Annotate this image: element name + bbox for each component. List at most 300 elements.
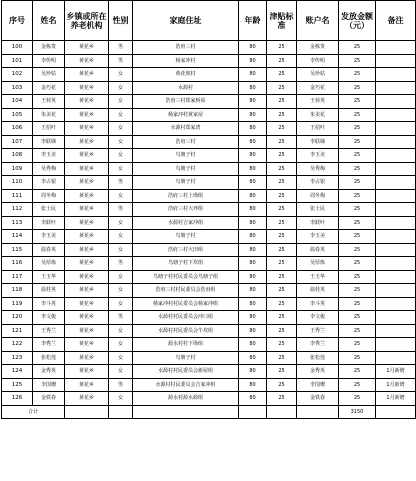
cell-gender: 女 bbox=[109, 351, 133, 365]
cell-account-name: 王招叶 bbox=[297, 122, 339, 136]
cell-allowance-standard: 25 bbox=[267, 338, 297, 352]
cell-account-name: 李玉美 bbox=[297, 230, 339, 244]
header-index: 序号 bbox=[2, 1, 33, 41]
cell-age: 80 bbox=[239, 297, 267, 311]
cell-amount: 25 bbox=[339, 270, 376, 284]
cell-township: 黄花乡 bbox=[65, 149, 109, 163]
header-gender: 性别 bbox=[109, 1, 133, 41]
cell-gender: 女 bbox=[109, 81, 133, 95]
cell-amount: 25 bbox=[339, 54, 376, 68]
cell-age: 80 bbox=[239, 203, 267, 217]
cell-age: 80 bbox=[239, 365, 267, 379]
cell-account-name: 李玉美 bbox=[297, 149, 339, 163]
table-row bbox=[2, 351, 416, 365]
table-row bbox=[2, 176, 416, 190]
cell-name: 周冬梅 bbox=[33, 189, 65, 203]
cell-allowance-standard: 25 bbox=[267, 257, 297, 271]
cell-index: 101 bbox=[2, 54, 33, 68]
cell-amount: 25 bbox=[339, 257, 376, 271]
cell-remarks bbox=[376, 95, 416, 109]
cell-remarks: 1月新增 bbox=[376, 378, 416, 392]
total-cell bbox=[109, 405, 133, 418]
cell-allowance-standard: 25 bbox=[267, 54, 297, 68]
cell-name: 金栋贵 bbox=[33, 41, 65, 55]
cell-name: 吴珍姑 bbox=[33, 68, 65, 82]
cell-gender: 男 bbox=[109, 203, 133, 217]
cell-account-name: 李联娣 bbox=[297, 135, 339, 149]
cell-remarks bbox=[376, 324, 416, 338]
cell-address: 水源村村民委员会吉家冲组 bbox=[133, 378, 239, 392]
total-cell bbox=[65, 405, 109, 418]
cell-gender: 女 bbox=[109, 230, 133, 244]
cell-index: 114 bbox=[2, 230, 33, 244]
cell-township: 黄花乡 bbox=[65, 135, 109, 149]
cell-allowance-standard: 25 bbox=[267, 392, 297, 406]
cell-index: 116 bbox=[2, 257, 33, 271]
table-row bbox=[2, 338, 416, 352]
cell-allowance-standard: 25 bbox=[267, 351, 297, 365]
cell-remarks bbox=[376, 311, 416, 325]
cell-age: 80 bbox=[239, 176, 267, 190]
table-row bbox=[2, 203, 416, 217]
cell-account-name: 李传明 bbox=[297, 54, 339, 68]
cell-account-name: 朱美花 bbox=[297, 108, 339, 122]
cell-amount: 25 bbox=[339, 230, 376, 244]
cell-allowance-standard: 25 bbox=[267, 284, 297, 298]
cell-account-name: 金栋贵 bbox=[297, 41, 339, 55]
cell-name: 李传明 bbox=[33, 54, 65, 68]
cell-amount: 25 bbox=[339, 297, 376, 311]
cell-account-name: 温春英 bbox=[297, 243, 339, 257]
cell-index: 117 bbox=[2, 270, 33, 284]
table-row bbox=[2, 392, 416, 406]
cell-age: 80 bbox=[239, 351, 267, 365]
cell-address: 浩府三村 bbox=[133, 41, 239, 55]
cell-account-name: 金巧花 bbox=[297, 81, 339, 95]
cell-name: 吴厚炼 bbox=[33, 257, 65, 271]
cell-account-name: 李秀兰 bbox=[297, 338, 339, 352]
cell-gender: 女 bbox=[109, 108, 133, 122]
cell-index: 105 bbox=[2, 108, 33, 122]
cell-gender: 男 bbox=[109, 378, 133, 392]
cell-name: 温春英 bbox=[33, 243, 65, 257]
table-row bbox=[2, 365, 416, 379]
cell-allowance-standard: 25 bbox=[267, 81, 297, 95]
table-row bbox=[2, 311, 416, 325]
cell-address: 浩府三村郑家桥屋 bbox=[133, 95, 239, 109]
total-cell bbox=[267, 405, 297, 418]
cell-account-name: 王玉华 bbox=[297, 270, 339, 284]
cell-remarks bbox=[376, 149, 416, 163]
cell-amount: 25 bbox=[339, 81, 376, 95]
cell-allowance-standard: 25 bbox=[267, 189, 297, 203]
cell-gender: 女 bbox=[109, 270, 133, 284]
cell-gender: 女 bbox=[109, 68, 133, 82]
cell-age: 80 bbox=[239, 95, 267, 109]
cell-gender: 女 bbox=[109, 243, 133, 257]
cell-age: 80 bbox=[239, 68, 267, 82]
cell-township: 黄花乡 bbox=[65, 270, 109, 284]
cell-township: 黄花乡 bbox=[65, 189, 109, 203]
table-row bbox=[2, 41, 416, 55]
cell-township: 黄花乡 bbox=[65, 243, 109, 257]
header-age: 年龄 bbox=[239, 1, 267, 41]
cell-age: 80 bbox=[239, 230, 267, 244]
cell-address: 水源村 bbox=[133, 81, 239, 95]
table-row bbox=[2, 81, 416, 95]
cell-gender: 女 bbox=[109, 365, 133, 379]
cell-name: 吴秀梅 bbox=[33, 162, 65, 176]
cell-remarks bbox=[376, 351, 416, 365]
cell-name: 李国珊 bbox=[33, 378, 65, 392]
cell-name: 李斗英 bbox=[33, 297, 65, 311]
cell-remarks bbox=[376, 135, 416, 149]
cell-address: 杨家冲村黄家屋 bbox=[133, 108, 239, 122]
total-row bbox=[2, 405, 416, 418]
cell-gender: 男 bbox=[109, 257, 133, 271]
cell-amount: 25 bbox=[339, 68, 376, 82]
cell-township: 黄花乡 bbox=[65, 216, 109, 230]
cell-remarks bbox=[376, 54, 416, 68]
cell-allowance-standard: 25 bbox=[267, 324, 297, 338]
cell-township: 黄花乡 bbox=[65, 392, 109, 406]
cell-name: 王秀兰 bbox=[33, 324, 65, 338]
cell-index: 104 bbox=[2, 95, 33, 109]
cell-allowance-standard: 25 bbox=[267, 95, 297, 109]
cell-allowance-standard: 25 bbox=[267, 203, 297, 217]
cell-township: 黄花乡 bbox=[65, 203, 109, 217]
cell-account-name: 李斗英 bbox=[297, 297, 339, 311]
cell-gender: 女 bbox=[109, 338, 133, 352]
cell-name: 王招叶 bbox=[33, 122, 65, 136]
cell-gender: 女 bbox=[109, 95, 133, 109]
cell-gender: 女 bbox=[109, 392, 133, 406]
cell-allowance-standard: 25 bbox=[267, 176, 297, 190]
table-body bbox=[2, 41, 416, 406]
cell-index: 103 bbox=[2, 81, 33, 95]
cell-account-name: 周冬梅 bbox=[297, 189, 339, 203]
cell-gender: 女 bbox=[109, 284, 133, 298]
cell-gender: 女 bbox=[109, 324, 133, 338]
cell-township: 黄花乡 bbox=[65, 324, 109, 338]
cell-age: 80 bbox=[239, 284, 267, 298]
cell-township: 黄花乡 bbox=[65, 81, 109, 95]
cell-township: 黄花乡 bbox=[65, 365, 109, 379]
cell-amount: 25 bbox=[339, 338, 376, 352]
cell-index: 111 bbox=[2, 189, 33, 203]
cell-gender: 女 bbox=[109, 135, 133, 149]
cell-address: 鸟塘子村 bbox=[133, 230, 239, 244]
cell-account-name: 李跃叶 bbox=[297, 216, 339, 230]
table-row bbox=[2, 270, 416, 284]
cell-gender: 女 bbox=[109, 162, 133, 176]
header-remarks: 备注 bbox=[376, 1, 416, 41]
cell-township: 黄花乡 bbox=[65, 338, 109, 352]
cell-account-name: 吴秀梅 bbox=[297, 162, 339, 176]
cell-amount: 25 bbox=[339, 189, 376, 203]
cell-name: 金铁春 bbox=[33, 392, 65, 406]
table-row bbox=[2, 162, 416, 176]
table-row bbox=[2, 297, 416, 311]
cell-index: 106 bbox=[2, 122, 33, 136]
cell-gender: 女 bbox=[109, 149, 133, 163]
cell-age: 80 bbox=[239, 378, 267, 392]
cell-name: 李秀兰 bbox=[33, 338, 65, 352]
cell-township: 黄花乡 bbox=[65, 257, 109, 271]
cell-remarks bbox=[376, 68, 416, 82]
cell-index: 107 bbox=[2, 135, 33, 149]
header-account-name: 账户名 bbox=[297, 1, 339, 41]
cell-address: 水源村吉家冲组 bbox=[133, 216, 239, 230]
table-row bbox=[2, 243, 416, 257]
cell-amount: 25 bbox=[339, 216, 376, 230]
cell-allowance-standard: 25 bbox=[267, 270, 297, 284]
cell-remarks bbox=[376, 338, 416, 352]
cell-remarks: 1月新增 bbox=[376, 392, 416, 406]
cell-amount: 25 bbox=[339, 324, 376, 338]
table-row bbox=[2, 257, 416, 271]
cell-name: 张士民 bbox=[33, 203, 65, 217]
cell-account-name: 李文俊 bbox=[297, 311, 339, 325]
table-row bbox=[2, 149, 416, 163]
cell-account-name: 张松莲 bbox=[297, 351, 339, 365]
cell-account-name: 温桂英 bbox=[297, 284, 339, 298]
cell-township: 黄花乡 bbox=[65, 311, 109, 325]
table-row bbox=[2, 108, 416, 122]
cell-index: 100 bbox=[2, 41, 33, 55]
cell-township: 黄花乡 bbox=[65, 351, 109, 365]
cell-account-name: 王荷英 bbox=[297, 95, 339, 109]
cell-address: 水源村村民委员会牛坎组 bbox=[133, 324, 239, 338]
cell-remarks bbox=[376, 81, 416, 95]
cell-remarks bbox=[376, 230, 416, 244]
cell-age: 80 bbox=[239, 135, 267, 149]
cell-remarks bbox=[376, 189, 416, 203]
cell-age: 80 bbox=[239, 189, 267, 203]
cell-name: 李文俊 bbox=[33, 311, 65, 325]
cell-address: 浩府三村 bbox=[133, 135, 239, 149]
table-row bbox=[2, 135, 416, 149]
cell-account-name: 李国珊 bbox=[297, 378, 339, 392]
cell-account-name: 李占银 bbox=[297, 176, 339, 190]
cell-address: 浩府三村大坪组 bbox=[133, 203, 239, 217]
cell-gender: 女 bbox=[109, 189, 133, 203]
header-address: 家庭住址 bbox=[133, 1, 239, 41]
total-cell bbox=[297, 405, 339, 418]
cell-address: 鸟塘子村村民委员会鸟塘子组 bbox=[133, 270, 239, 284]
table-row bbox=[2, 54, 416, 68]
cell-remarks bbox=[376, 122, 416, 136]
cell-name: 金巧花 bbox=[33, 81, 65, 95]
cell-township: 黄花乡 bbox=[65, 41, 109, 55]
cell-address: 鸟塘子村 bbox=[133, 351, 239, 365]
cell-index: 119 bbox=[2, 297, 33, 311]
cell-remarks bbox=[376, 243, 416, 257]
cell-index: 122 bbox=[2, 338, 33, 352]
cell-address: 浩府三村上坳组 bbox=[133, 189, 239, 203]
cell-gender: 男 bbox=[109, 311, 133, 325]
cell-gender: 男 bbox=[109, 41, 133, 55]
cell-address: 水源村郑家湾 bbox=[133, 122, 239, 136]
cell-age: 80 bbox=[239, 122, 267, 136]
table-row bbox=[2, 122, 416, 136]
total-cell bbox=[133, 405, 239, 418]
cell-account-name: 张士民 bbox=[297, 203, 339, 217]
cell-allowance-standard: 25 bbox=[267, 135, 297, 149]
cell-township: 黄花乡 bbox=[65, 122, 109, 136]
cell-account-name: 吴厚炼 bbox=[297, 257, 339, 271]
table-row bbox=[2, 216, 416, 230]
cell-address: 源水村村下坳组 bbox=[133, 338, 239, 352]
cell-account-name: 王秀兰 bbox=[297, 324, 339, 338]
allowance-table bbox=[1, 0, 416, 419]
cell-name: 李跃叶 bbox=[33, 216, 65, 230]
cell-amount: 25 bbox=[339, 311, 376, 325]
cell-allowance-standard: 25 bbox=[267, 68, 297, 82]
cell-remarks bbox=[376, 257, 416, 271]
table-row bbox=[2, 378, 416, 392]
cell-remarks bbox=[376, 162, 416, 176]
header-name: 姓名 bbox=[33, 1, 65, 41]
cell-account-name: 金秀英 bbox=[297, 365, 339, 379]
cell-age: 80 bbox=[239, 243, 267, 257]
table-row bbox=[2, 95, 416, 109]
cell-address: 杨家冲村 bbox=[133, 54, 239, 68]
cell-age: 80 bbox=[239, 54, 267, 68]
cell-township: 黄花乡 bbox=[65, 162, 109, 176]
cell-age: 80 bbox=[239, 338, 267, 352]
cell-township: 黄花乡 bbox=[65, 230, 109, 244]
cell-index: 120 bbox=[2, 311, 33, 325]
header-amount: 发放金额（元） bbox=[339, 1, 376, 41]
cell-index: 124 bbox=[2, 365, 33, 379]
cell-township: 黄花乡 bbox=[65, 68, 109, 82]
cell-allowance-standard: 25 bbox=[267, 41, 297, 55]
cell-index: 109 bbox=[2, 162, 33, 176]
cell-address: 浩府三村大田组 bbox=[133, 243, 239, 257]
cell-address: 鸟塘子村 bbox=[133, 162, 239, 176]
cell-allowance-standard: 25 bbox=[267, 108, 297, 122]
cell-allowance-standard: 25 bbox=[267, 230, 297, 244]
total-amount: 3150 bbox=[339, 405, 376, 418]
cell-address: 水源村村民委员会新屋组 bbox=[133, 365, 239, 379]
cell-remarks bbox=[376, 108, 416, 122]
cell-township: 黄花乡 bbox=[65, 95, 109, 109]
cell-allowance-standard: 25 bbox=[267, 243, 297, 257]
total-label: 合计 bbox=[2, 405, 65, 418]
cell-address: 源水村源水源组 bbox=[133, 392, 239, 406]
cell-account-name: 吴珍姑 bbox=[297, 68, 339, 82]
cell-gender: 女 bbox=[109, 297, 133, 311]
cell-name: 张松莲 bbox=[33, 351, 65, 365]
cell-age: 80 bbox=[239, 41, 267, 55]
cell-index: 125 bbox=[2, 378, 33, 392]
cell-age: 80 bbox=[239, 162, 267, 176]
cell-remarks bbox=[376, 284, 416, 298]
cell-index: 110 bbox=[2, 176, 33, 190]
cell-age: 80 bbox=[239, 149, 267, 163]
cell-name: 王荷英 bbox=[33, 95, 65, 109]
table-row bbox=[2, 189, 416, 203]
cell-address: 鸟塘子村 bbox=[133, 149, 239, 163]
cell-address: 鸟塘子村 bbox=[133, 176, 239, 190]
cell-age: 80 bbox=[239, 81, 267, 95]
cell-amount: 25 bbox=[339, 176, 376, 190]
cell-address: 水源村村民委员会冲口组 bbox=[133, 311, 239, 325]
cell-remarks bbox=[376, 41, 416, 55]
cell-gender: 男 bbox=[109, 176, 133, 190]
cell-allowance-standard: 25 bbox=[267, 162, 297, 176]
cell-age: 80 bbox=[239, 270, 267, 284]
table-row bbox=[2, 230, 416, 244]
cell-remarks bbox=[376, 176, 416, 190]
cell-amount: 25 bbox=[339, 284, 376, 298]
cell-age: 80 bbox=[239, 324, 267, 338]
cell-name: 李玉美 bbox=[33, 149, 65, 163]
cell-name: 李占银 bbox=[33, 176, 65, 190]
cell-index: 126 bbox=[2, 392, 33, 406]
cell-allowance-standard: 25 bbox=[267, 122, 297, 136]
cell-amount: 25 bbox=[339, 162, 376, 176]
cell-age: 80 bbox=[239, 311, 267, 325]
cell-allowance-standard: 25 bbox=[267, 365, 297, 379]
header-allowance-standard: 津贴标准 bbox=[267, 1, 297, 41]
cell-address: 鸟塘子村下坎组 bbox=[133, 257, 239, 271]
cell-index: 118 bbox=[2, 284, 33, 298]
cell-remarks bbox=[376, 216, 416, 230]
cell-remarks bbox=[376, 270, 416, 284]
cell-index: 123 bbox=[2, 351, 33, 365]
cell-name: 金秀英 bbox=[33, 365, 65, 379]
cell-remarks bbox=[376, 297, 416, 311]
cell-gender: 女 bbox=[109, 122, 133, 136]
cell-amount: 25 bbox=[339, 122, 376, 136]
cell-amount: 25 bbox=[339, 149, 376, 163]
cell-address: 黄花坡村 bbox=[133, 68, 239, 82]
header-township: 乡镇或所在养老机构 bbox=[65, 1, 109, 41]
total-cell bbox=[239, 405, 267, 418]
cell-allowance-standard: 25 bbox=[267, 297, 297, 311]
cell-index: 113 bbox=[2, 216, 33, 230]
header-row bbox=[2, 1, 416, 41]
cell-amount: 25 bbox=[339, 108, 376, 122]
cell-index: 102 bbox=[2, 68, 33, 82]
table-row bbox=[2, 324, 416, 338]
cell-amount: 25 bbox=[339, 135, 376, 149]
table-row bbox=[2, 284, 416, 298]
cell-allowance-standard: 25 bbox=[267, 311, 297, 325]
cell-age: 80 bbox=[239, 216, 267, 230]
cell-amount: 25 bbox=[339, 351, 376, 365]
cell-gender: 女 bbox=[109, 216, 133, 230]
cell-name: 李联娣 bbox=[33, 135, 65, 149]
cell-index: 108 bbox=[2, 149, 33, 163]
cell-township: 黄花乡 bbox=[65, 108, 109, 122]
cell-remarks bbox=[376, 203, 416, 217]
cell-address: 杨家冲村村民委员会杨家冲组 bbox=[133, 297, 239, 311]
cell-gender: 男 bbox=[109, 54, 133, 68]
cell-township: 黄花乡 bbox=[65, 378, 109, 392]
cell-amount: 25 bbox=[339, 41, 376, 55]
cell-township: 黄花乡 bbox=[65, 176, 109, 190]
cell-age: 80 bbox=[239, 392, 267, 406]
cell-allowance-standard: 25 bbox=[267, 216, 297, 230]
cell-amount: 25 bbox=[339, 365, 376, 379]
cell-amount: 25 bbox=[339, 378, 376, 392]
cell-amount: 25 bbox=[339, 243, 376, 257]
table-row bbox=[2, 68, 416, 82]
cell-age: 80 bbox=[239, 257, 267, 271]
